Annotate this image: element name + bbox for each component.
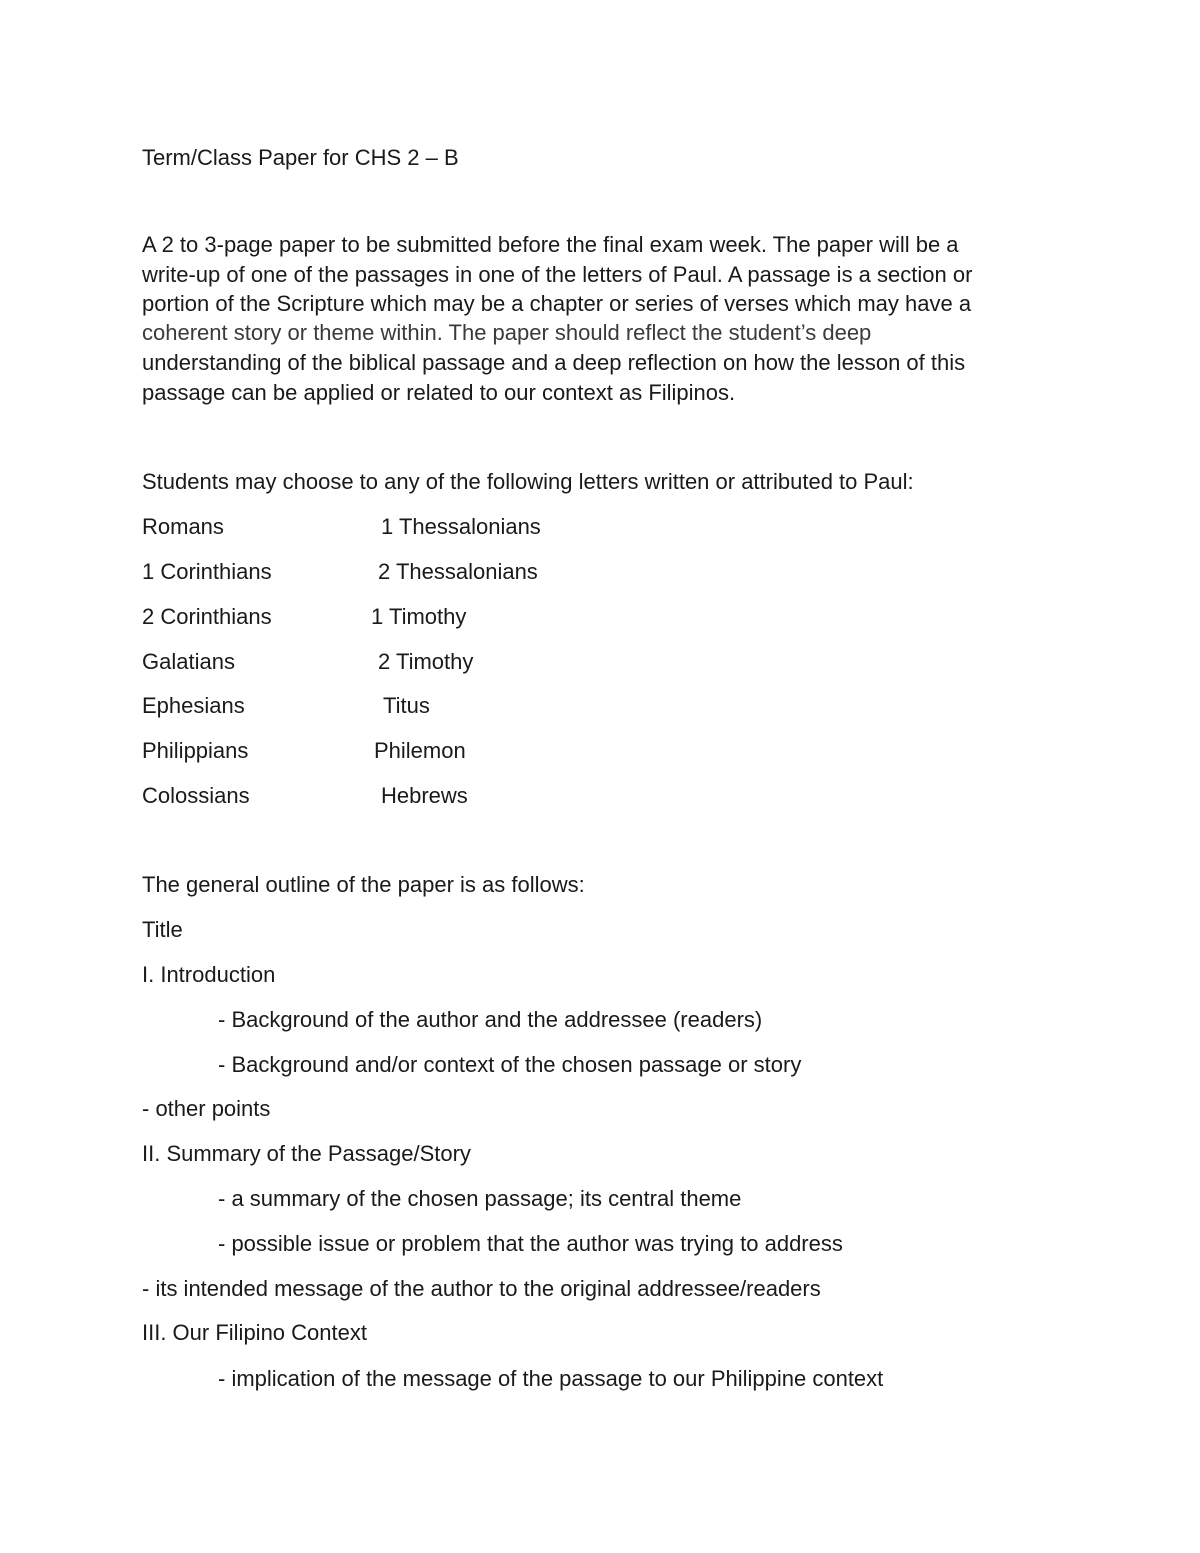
letter-left: Ephesians [142, 693, 245, 718]
outline-item: - other points [142, 1096, 271, 1121]
letters-intro: Students may choose to any of the following letters written or attributed to Paul: [142, 469, 914, 494]
outline-item: - possible issue or problem that the author was trying to address [218, 1231, 843, 1256]
intro-line-4: coherent story or theme within. The paper should reflect the student’s deep [142, 320, 872, 345]
outline-intro: The general outline of the paper is as follows: [142, 872, 585, 897]
letter-right: Hebrews [381, 783, 468, 808]
intro-line-6: passage can be applied or related to our context as Filipinos. [142, 380, 736, 405]
outline-item: Title [142, 917, 183, 942]
letter-right: 1 Timothy [371, 604, 467, 629]
intro-line-1: A 2 to 3-page paper to be submitted before the final exam week. The paper will be a [142, 232, 959, 257]
outline-item: - Background and/or context of the chosen passage or story [218, 1052, 802, 1077]
outline-item: II. Summary of the Passage/Story [142, 1141, 471, 1166]
document-heading: Term/Class Paper for CHS 2 – B [142, 145, 459, 170]
letter-right: 1 Thessalonians [381, 514, 541, 539]
letter-right: 2 Timothy [378, 649, 474, 674]
letter-right: 2 Thessalonians [378, 559, 538, 584]
outline-item: I. Introduction [142, 962, 276, 987]
outline-item: III. Our Filipino Context [142, 1320, 367, 1345]
letter-left: Galatians [142, 649, 235, 674]
letter-left: Colossians [142, 783, 250, 808]
intro-line-3: portion of the Scripture which may be a chapter or series of verses which may have a [142, 291, 972, 316]
letter-left: 1 Corinthians [142, 559, 272, 584]
outline-item: - a summary of the chosen passage; its central theme [218, 1186, 742, 1211]
intro-line-5: understanding of the biblical passage and a deep reflection on how the lesson of this [142, 350, 966, 375]
letter-right: Titus [383, 693, 430, 718]
intro-line-2: write-up of one of the passages in one of the letters of Paul. A passage is a section or [142, 262, 973, 287]
outline-item: - Background of the author and the addressee (readers) [218, 1007, 763, 1032]
outline-item: - its intended message of the author to the original addressee/readers [142, 1276, 821, 1301]
outline-item: - implication of the message of the passage to our Philippine context [218, 1366, 884, 1391]
letter-left: Philippians [142, 738, 249, 763]
letter-right: Philemon [374, 738, 466, 763]
letter-left: 2 Corinthians [142, 604, 272, 629]
letter-left: Romans [142, 514, 224, 539]
